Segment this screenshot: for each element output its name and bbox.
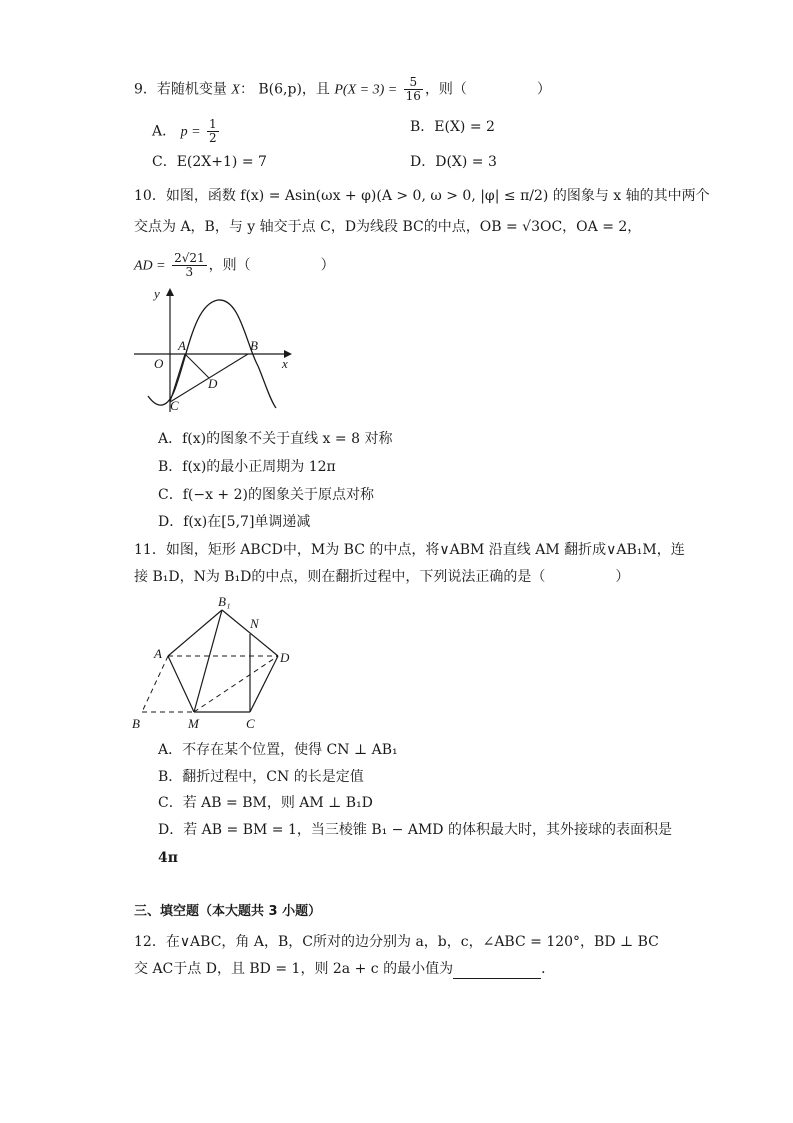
q9-var-x: X [231, 82, 240, 98]
section-3-title: 三、填空题（本大题共 3 小题） [134, 904, 322, 919]
y-axis-arrow-icon [166, 288, 174, 296]
q10-ad-label: AD = [134, 258, 166, 274]
point-d-label: D [280, 650, 290, 665]
segment-ab1 [168, 610, 222, 656]
segment-ca [170, 354, 185, 402]
q11-stem-line2: 接 B₁D，N为 B₁D的中点，则在翻折过程中，下列说法正确的是（ ） [134, 569, 630, 585]
q9-stem-post: ，则（ ） [424, 81, 551, 98]
q10-ad-fraction: $\frac{2√21}{3}$ [174, 251, 205, 279]
q9-option-d: D．D(X) = 3 [410, 154, 497, 170]
point-m-label: M [188, 716, 199, 731]
q11-option-b: B．翻折过程中，CN 的长是定值 [158, 769, 364, 785]
q12-answer-blank[interactable] [453, 964, 541, 979]
q11-option-c: C．若 AB = BM，则 AM ⊥ B₁D [158, 795, 373, 811]
q9-option-a: A． p = $\frac{1}{2}$ [152, 117, 217, 145]
q10-stem-line2: 交点为 A，B，与 y 轴交于点 C，D为线段 BC的中点，OB = √3OC，OA = 2， [134, 219, 642, 235]
q9-option-b: B．E(X) = 2 [410, 119, 495, 135]
q12-stem-line1: 12．在∨ABC，角 A，B，C所对的边分别为 a，b，c，∠ABC = 120°，BD ⊥ BC [134, 934, 659, 950]
q10-option-b: B．f(x)的最小正周期为 12π [158, 459, 336, 475]
q9-option-a-fraction: $\frac{1}{2}$ [208, 117, 217, 145]
q12-stem-line2: 交 AC于点 D，且 BD = 1，则 2a + c 的最小值为 ． [134, 961, 556, 977]
q9-probability-expr: P(X = 3) = [334, 82, 398, 98]
point-o-label: O [154, 356, 164, 371]
point-a-label: A [178, 338, 186, 353]
q11-option-a: A．不存在某个位置，使得 CN ⊥ AB₁ [158, 742, 398, 758]
x-axis-label: x [282, 356, 288, 371]
point-b-label: B [132, 716, 140, 731]
segment-cd [250, 656, 278, 712]
q10-option-a: A．f(x)的图象不关于直线 x = 8 对称 [158, 431, 393, 447]
q10-stem-line1: 10．如图，函数 f(x) = Asin(ωx + φ)(A > 0, ω > 0, |φ| ≤ π/2) 的图象与 x 轴的其中两个 [134, 188, 710, 204]
q9-distribution: ： B(6,p)，且 [239, 81, 330, 98]
point-c-label: C [170, 398, 179, 413]
y-axis-label: y [154, 286, 160, 301]
segment-am [168, 656, 194, 712]
segment-ad [185, 354, 209, 378]
point-n-label: N [250, 616, 259, 631]
q9-stem [134, 76, 551, 103]
q9-option-c: C．E(2X+1) = 7 [152, 154, 267, 170]
q10-option-c: C．f(−x + 2)的图象关于原点对称 [158, 487, 374, 503]
point-b1-label: B₁ [218, 594, 231, 609]
point-b-label: B [250, 338, 258, 353]
q10-function-graph [130, 284, 300, 414]
q10-stem-line3: AD = $\frac{2√21}{3}$ ，则（ ） [134, 251, 335, 279]
point-c-label: C [246, 716, 255, 731]
point-a-label: A [154, 646, 162, 661]
segment-ab-dashed [142, 656, 168, 712]
q11-option-d-cont: 4π [158, 850, 178, 866]
q12-stem-pre: 交 AC于点 D，且 BD = 1，则 2a + c 的最小值为 [134, 961, 454, 977]
q9-stem-pre: 9．若随机变量 [134, 81, 227, 98]
q10-option-d: D．f(x)在[5,7]单调递减 [158, 514, 311, 530]
q11-fold-figure [128, 594, 298, 734]
point-d-label: D [208, 376, 218, 391]
q9-fraction: $\frac{5}{16}$ [405, 75, 421, 103]
q11-option-d: D．若 AB = BM = 1，当三棱锥 B₁ − AMD 的体积最大时，其外接球的表面积是 [158, 822, 672, 838]
q11-stem-line1: 11．如图，矩形 ABCD中，M为 BC 的中点，将∨ABM 沿直线 AM 翻折成∨AB₁M，连 [134, 542, 685, 558]
